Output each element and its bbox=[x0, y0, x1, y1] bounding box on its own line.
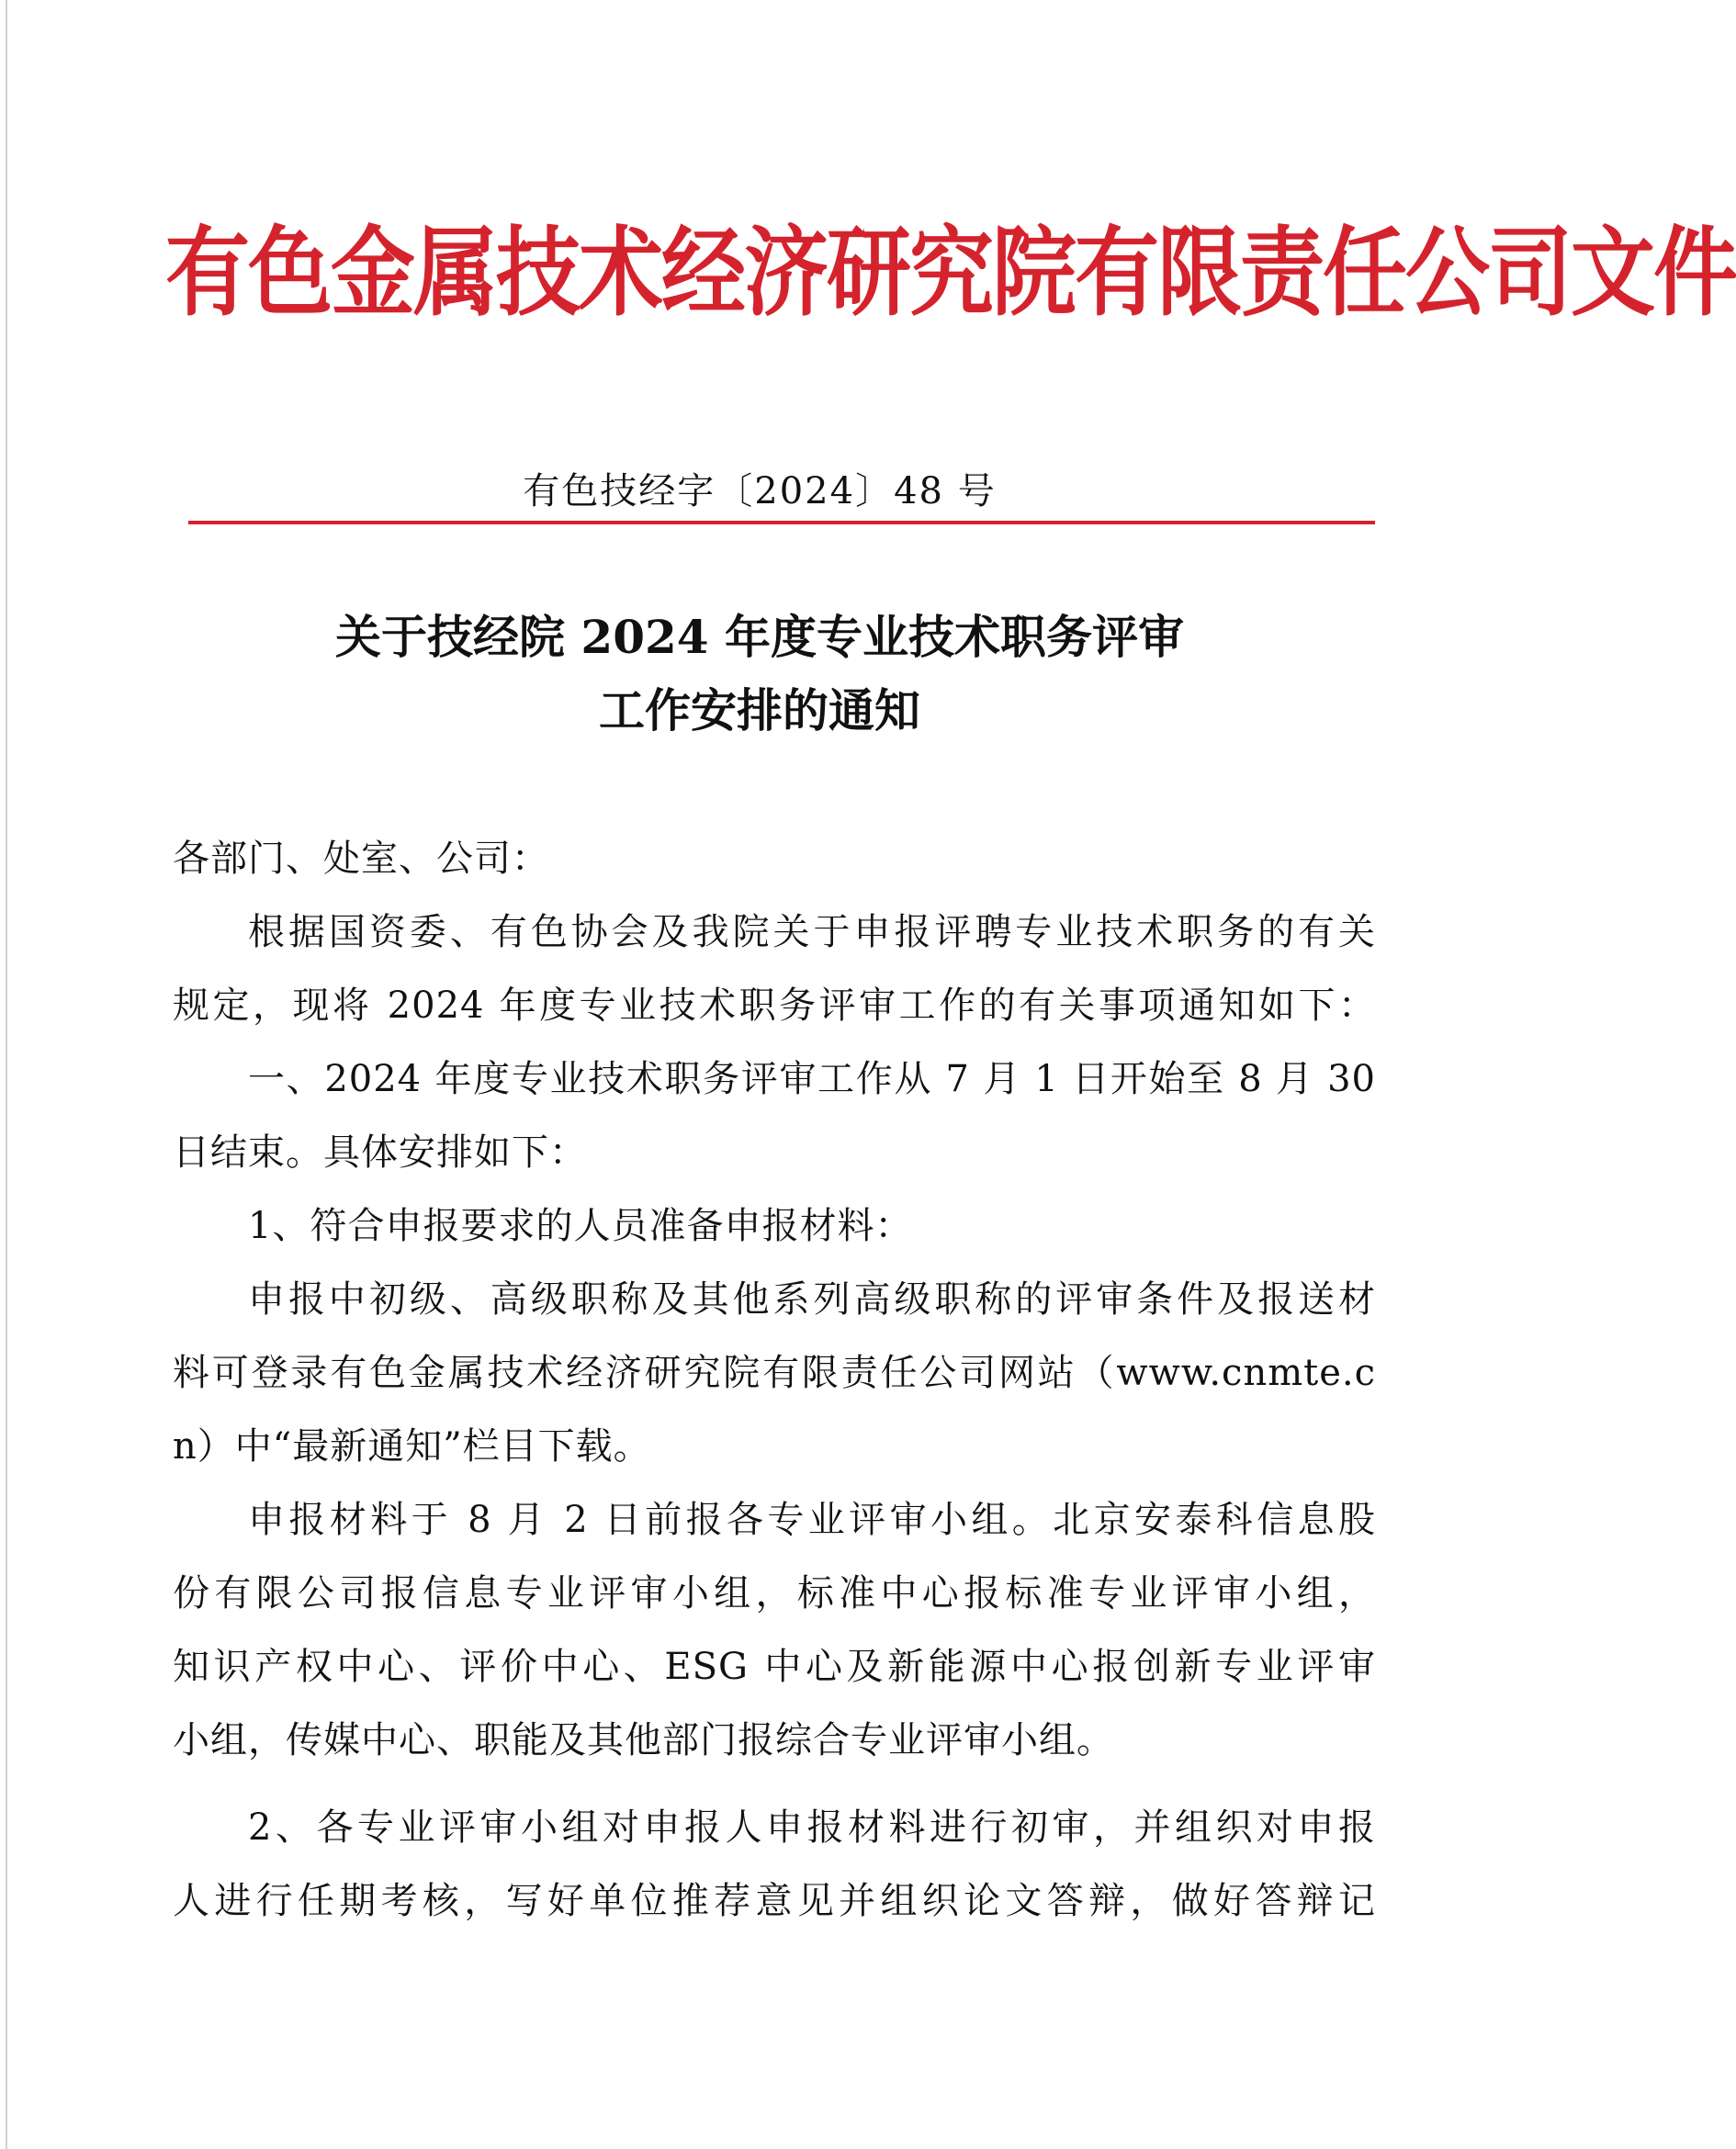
header-divider bbox=[188, 521, 1375, 524]
org-header-title: 有色金属技术经济研究院有限责任公司文件 bbox=[165, 216, 1736, 330]
paragraph-line: 知识产权中心、评价中心、ESG 中心及新能源中心报创新专业评审 bbox=[173, 1646, 1376, 1688]
paragraph-line: 料可登录有色金属技术经济研究院有限责任公司网站（www.cnmte.c bbox=[173, 1352, 1376, 1394]
paragraph-line: 人进行任期考核，写好单位推荐意见并组织论文答辩，做好答辩记 bbox=[173, 1880, 1376, 1922]
paragraph-line: 2、各专业评审小组对申报人申报材料进行初审，并组织对申报 bbox=[248, 1806, 1376, 1849]
paragraph-line: 申报材料于 8 月 2 日前报各专业评审小组。北京安泰科信息股 bbox=[248, 1499, 1376, 1541]
paragraph-line: n）中“最新通知”栏目下载。 bbox=[173, 1425, 651, 1468]
salutation: 各部门、处室、公司： bbox=[173, 838, 549, 880]
document-number: 有色技经字〔2024〕48 号 bbox=[523, 470, 997, 512]
paragraph-line: 申报中初级、高级职称及其他系列高级职称的评审条件及报送材 bbox=[248, 1278, 1376, 1321]
notice-title-line-2: 工作安排的通知 bbox=[599, 683, 920, 737]
paragraph-line: 根据国资委、有色协会及我院关于申报评聘专业技术职务的有关 bbox=[248, 911, 1376, 953]
paragraph-line: 规定，现将 2024 年度专业技术职务评审工作的有关事项通知如下： bbox=[173, 984, 1376, 1027]
notice-title-line-1: 关于技经院 2024 年度专业技术职务评审 bbox=[335, 610, 1184, 664]
paragraph-line: 一、2024 年度专业技术职务评审工作从 7 月 1 日开始至 8 月 30 bbox=[248, 1058, 1376, 1100]
paragraph-line: 份有限公司报信息专业评审小组，标准中心报标准专业评审小组， bbox=[173, 1572, 1376, 1615]
paragraph-line: 小组，传媒中心、职能及其他部门报综合专业评审小组。 bbox=[173, 1719, 1114, 1761]
page-edge bbox=[6, 0, 7, 2149]
paragraph-line: 日结束。具体安排如下： bbox=[173, 1131, 587, 1174]
paragraph-line: 1、符合申报要求的人员准备申报材料： bbox=[248, 1205, 913, 1247]
